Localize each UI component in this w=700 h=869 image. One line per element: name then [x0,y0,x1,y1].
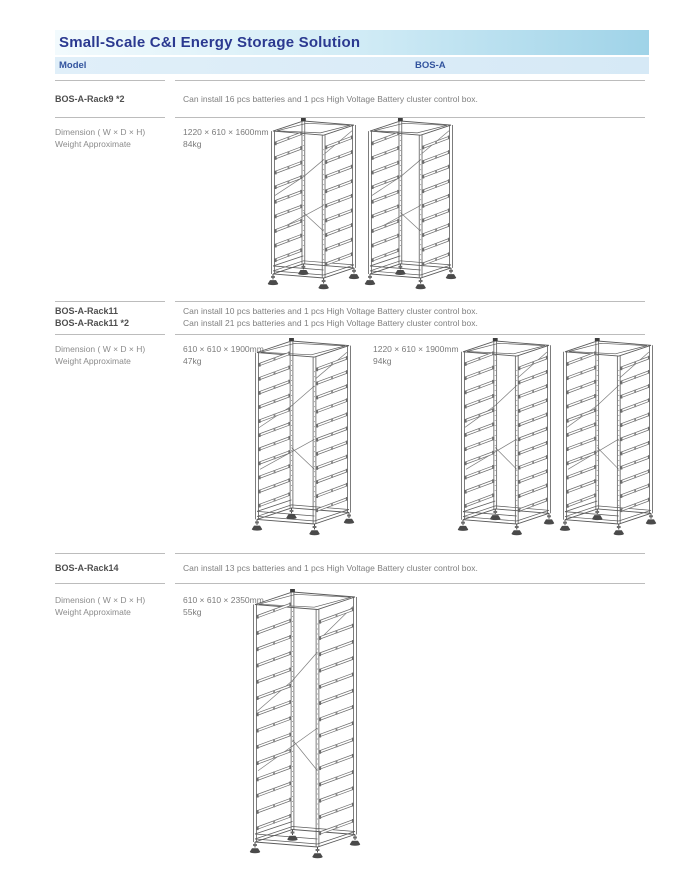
column-header-product: BOS-A [415,60,446,71]
dimension-value: 1220 × 610 × 1900mm [373,344,459,354]
divider [55,334,165,335]
rack-illustration-rack14 [248,589,362,859]
divider [175,583,645,584]
divider [55,583,165,584]
rack-illustration-rack11 [250,338,356,536]
dimension-label: Dimension ( W × D × H) [55,595,146,605]
model-description [183,93,478,105]
dimension-label: Dimension ( W × D × H) [55,344,146,354]
divider [175,334,645,335]
model-name-line: BOS-A-Rack14 [55,563,119,573]
weight-label: Weight Approximate [55,606,131,617]
model-description [183,305,478,329]
weight-value: 94kg [373,355,392,366]
divider [55,301,165,302]
description-line: Can install 13 pcs batteries and 1 pcs High Voltage Battery cluster control box. [183,563,478,573]
dimension-value: 1220 × 610 × 1600mm [183,127,269,137]
divider [175,553,645,554]
table-header-bar [55,57,649,74]
divider [175,80,645,81]
model-name-line: BOS-A-Rack9 *2 [55,94,125,104]
spec-values [183,127,269,150]
divider [175,301,645,302]
description-line: Can install 21 pcs batteries and 1 pcs High Voltage Battery cluster control box. [183,318,478,328]
weight-value: 47kg [183,355,202,366]
weight-value: 55kg [183,606,202,617]
model-name [55,562,119,574]
dimension-label: Dimension ( W × D × H) [55,127,146,137]
model-name [55,93,125,105]
divider [55,553,165,554]
model-name-line: BOS-A-Rack11 [55,306,119,316]
title-bar [55,30,649,55]
dimension-value: 610 × 610 × 2350mm [183,595,264,605]
spec-values [373,344,459,367]
description-line: Can install 16 pcs batteries and 1 pcs High Voltage Battery cluster control box. [183,94,478,104]
model-description [183,562,478,574]
spec-labels [55,127,145,150]
rack-illustration-rack11x2 [456,338,658,536]
column-header-model: Model [59,60,87,71]
dimension-value: 610 × 610 × 1900mm [183,344,264,354]
model-name [55,305,129,329]
divider [55,117,165,118]
page-title: Small-Scale C&I Energy Storage Solution [59,34,361,51]
rack-illustration-rack9x2 [266,118,458,290]
weight-value: 84kg [183,138,202,149]
weight-label: Weight Approximate [55,138,131,149]
divider [55,80,165,81]
spec-labels [55,595,145,618]
model-name-line: BOS-A-Rack11 *2 [55,318,130,328]
spec-labels [55,344,145,367]
description-line: Can install 10 pcs batteries and 1 pcs High Voltage Battery cluster control box. [183,306,478,316]
weight-label: Weight Approximate [55,355,131,366]
